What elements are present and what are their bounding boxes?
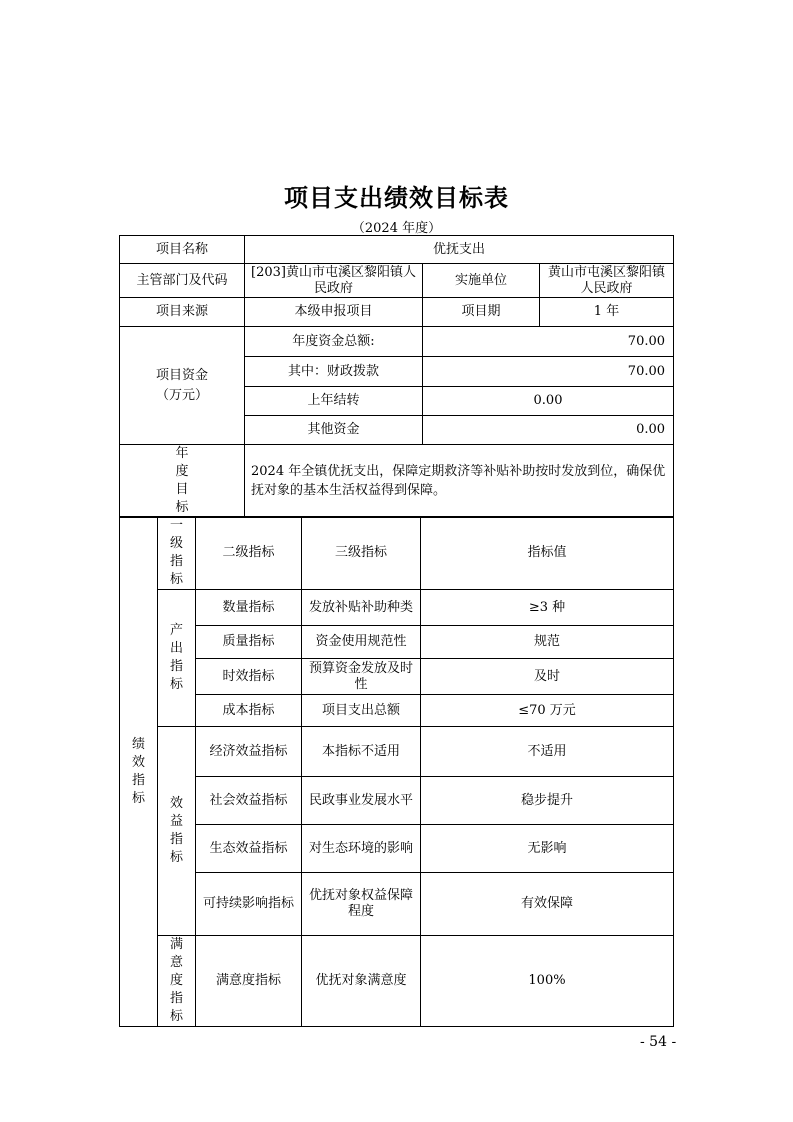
- indicator-level3: 本指标不适用: [302, 727, 421, 777]
- indicator-value: 规范: [421, 626, 674, 659]
- funds-carry-label: 上年结转: [245, 387, 423, 416]
- header-level3: 三级指标: [302, 517, 421, 590]
- indicator-value: 有效保障: [421, 873, 674, 936]
- indicator-value: 100%: [421, 936, 674, 1027]
- indicator-value: 无影响: [421, 825, 674, 873]
- header-value: 指标值: [421, 517, 674, 590]
- indicator-value: 及时: [421, 659, 674, 695]
- funds-other-value: 0.00: [423, 416, 674, 445]
- funds-total-value: 70.00: [423, 327, 674, 357]
- group-benefit-label: 效 益 指 标: [158, 727, 196, 936]
- page-subtitle: （2024 年度）: [351, 221, 442, 236]
- indicator-level2: 数量指标: [196, 590, 302, 626]
- unit-value: 黄山市屯溪区黎阳镇人民政府: [540, 264, 674, 298]
- group-satisfaction-label: 满 意 度 指 标: [158, 936, 196, 1027]
- source-label: 项目来源: [120, 298, 245, 327]
- indicator-value: ≤70 万元: [421, 695, 674, 727]
- indicator-level2: 社会效益指标: [196, 777, 302, 825]
- project-name-value: 优抚支出: [245, 236, 674, 264]
- funds-label: 项目资金 （万元）: [120, 327, 245, 445]
- funds-carry-value: 0.00: [423, 387, 674, 416]
- indicator-level3: 发放补贴补助种类: [302, 590, 421, 626]
- indicator-level2: 经济效益指标: [196, 727, 302, 777]
- indicator-level3: 民政事业发展水平: [302, 777, 421, 825]
- indicator-level2: 成本指标: [196, 695, 302, 727]
- indicator-level3: 优抚对象满意度: [302, 936, 421, 1027]
- indicator-section-label: 绩 效 指 标: [120, 517, 158, 1027]
- indicator-value: 稳步提升: [421, 777, 674, 825]
- indicator-level2: 质量指标: [196, 626, 302, 659]
- project-name-label: 项目名称: [120, 236, 245, 264]
- dept-value: [203]黄山市屯溪区黎阳镇人民政府: [245, 264, 423, 298]
- indicator-level3: 项目支出总额: [302, 695, 421, 727]
- page-number: - 54 -: [640, 1034, 677, 1050]
- dept-label: 主管部门及代码: [120, 264, 245, 298]
- indicator-value: ≥3 种: [421, 590, 674, 626]
- indicator-level3: 预算资金发放及时性: [302, 659, 421, 695]
- funds-fiscal-label: 其中：财政拨款: [245, 357, 423, 387]
- goal-text: 2024 年全镇优抚支出，保障定期救济等补贴补助按时发放到位，确保优抚对象的基本生活权益得到保障。: [245, 445, 674, 518]
- basic-info-table: [119, 235, 674, 518]
- period-value: 1 年: [540, 298, 674, 327]
- indicator-level3: 资金使用规范性: [302, 626, 421, 659]
- page-title: 项目支出绩效目标表: [284, 184, 509, 212]
- indicator-level3: 优抚对象权益保障程度: [302, 873, 421, 936]
- goal-label: 年 度 目 标: [120, 445, 245, 518]
- source-value: 本级申报项目: [245, 298, 423, 327]
- funds-other-label: 其他资金: [245, 416, 423, 445]
- indicator-level2: 时效指标: [196, 659, 302, 695]
- funds-fiscal-value: 70.00: [423, 357, 674, 387]
- indicator-level2: 满意度指标: [196, 936, 302, 1027]
- header-level1: 一 级 指 标: [158, 517, 196, 590]
- indicator-table: [119, 516, 674, 1027]
- header-level2: 二级指标: [196, 517, 302, 590]
- group-output-label: 产 出 指 标: [158, 590, 196, 727]
- indicator-level2: 生态效益指标: [196, 825, 302, 873]
- period-label: 项目期: [423, 298, 540, 327]
- funds-total-label: 年度资金总额:: [245, 327, 423, 357]
- indicator-level3: 对生态环境的影响: [302, 825, 421, 873]
- unit-label: 实施单位: [423, 264, 540, 298]
- indicator-level2: 可持续影响指标: [196, 873, 302, 936]
- indicator-value: 不适用: [421, 727, 674, 777]
